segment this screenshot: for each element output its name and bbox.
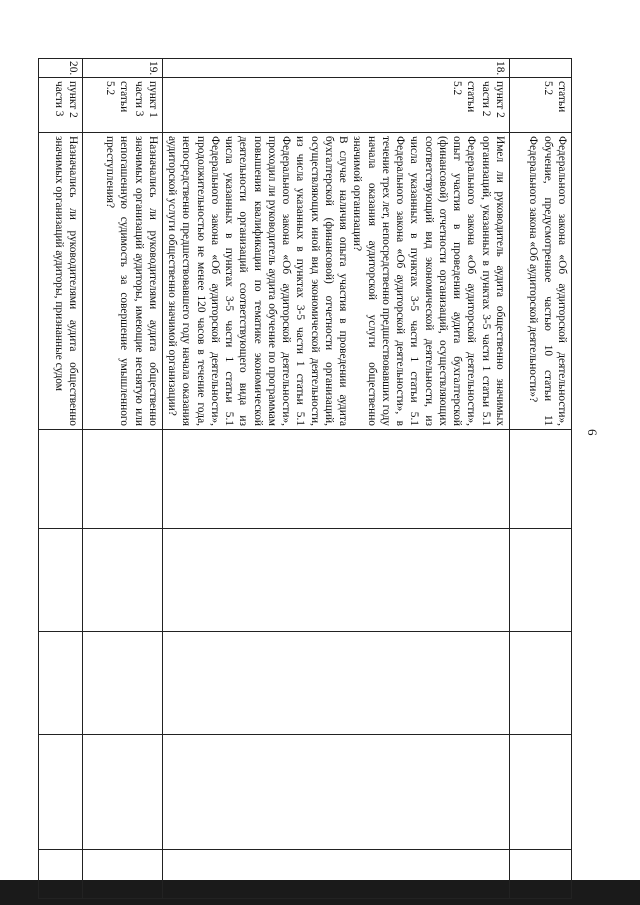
checklist-table <box>38 58 572 899</box>
table-row <box>83 59 163 899</box>
empty-cell <box>39 632 83 735</box>
row-number: 19. <box>83 59 163 78</box>
question-paragraph: Назначались ли руководителями аудита общественно значимых организаций аудиторы, признанные судом <box>52 136 79 426</box>
empty-cell <box>163 529 510 632</box>
row-number <box>510 59 572 78</box>
empty-cell <box>163 632 510 735</box>
question-paragraph: Федерального закона «Об аудиторской деятельности», обучение, предусмотренное частью 10 статьи 11 Федерального закона «Об аудиторской деятельности»? <box>527 136 568 426</box>
empty-cell <box>83 430 163 529</box>
row-question <box>510 133 572 430</box>
question-paragraph: В случае наличия опыта участия в проведении аудита бухгалтерской (финансовой) отчетности организаций, осуществляющих иной вид экономической деятельности, из числа указанных в пунктах 3-5 части 1 статьи 5.1 Федерального закона «Об аудиторской деятельности», проходил ли руководитель аудита обучение по программам повышения квалификации по тематике экономической деятельности организаций соответствующего вида из числа указанных в пунктах 3-5 части 1 статьи 5.1 Федерального закона «Об аудиторской деятельности», продолжительностью не менее 120 часов в течение года, непосредственно предшествовавшего году начала оказания аудиторской услуги общественно значимой организации? <box>166 136 350 426</box>
empty-cell <box>510 529 572 632</box>
empty-cell <box>83 735 163 850</box>
empty-cell <box>83 850 163 899</box>
row-number: 20. <box>39 59 83 78</box>
page-number: 6 <box>585 429 600 436</box>
rotated-table-container <box>52 58 572 846</box>
row-question <box>163 133 510 430</box>
empty-cell <box>83 632 163 735</box>
question-paragraph: Назначались ли руководителями аудита общественно значимых организаций аудиторы, имеющие неснятую или непогашенную судимость за совершение умышленного преступления? <box>104 136 159 426</box>
empty-cell <box>510 735 572 850</box>
table-row <box>163 59 510 899</box>
empty-cell <box>163 430 510 529</box>
table-row <box>39 59 83 899</box>
row-question <box>83 133 163 430</box>
empty-cell <box>163 850 510 899</box>
row-reference: пункт 2 части 3 <box>39 78 83 133</box>
empty-cell <box>39 430 83 529</box>
empty-cell <box>510 632 572 735</box>
empty-cell <box>39 529 83 632</box>
empty-cell <box>83 529 163 632</box>
question-paragraph: Имел ли руководитель аудита общественно значимых организаций, указанных в пунктах 3-5 части 1 статьи 5.1 Федерального закона «Об аудиторской деятельности», опыт участия в проведении аудита бухгалтерской (финансовой) отчетности организаций, осуществляющих соответствующий вид экономической деятельности, из числа указанных в пунктах 3-5 части 1 статьи 5.1 Федерального закона «Об аудиторской деятельности», в течение трех лет, непосредственно предшествовавших году начала оказания аудиторской услуги общественно значимой организации? <box>351 136 506 426</box>
row-reference: статьи 5.2 <box>510 78 572 133</box>
empty-cell <box>39 850 83 899</box>
table-row <box>510 59 572 899</box>
row-question <box>39 133 83 430</box>
empty-cell <box>163 735 510 850</box>
row-reference: пункт 1 части 3 статьи 5.2 <box>83 78 163 133</box>
empty-cell <box>510 850 572 899</box>
row-number: 18. <box>163 59 510 78</box>
row-reference: пункт 2 части 2 статьи 5.2 <box>163 78 510 133</box>
empty-cell <box>39 735 83 850</box>
empty-cell <box>510 430 572 529</box>
